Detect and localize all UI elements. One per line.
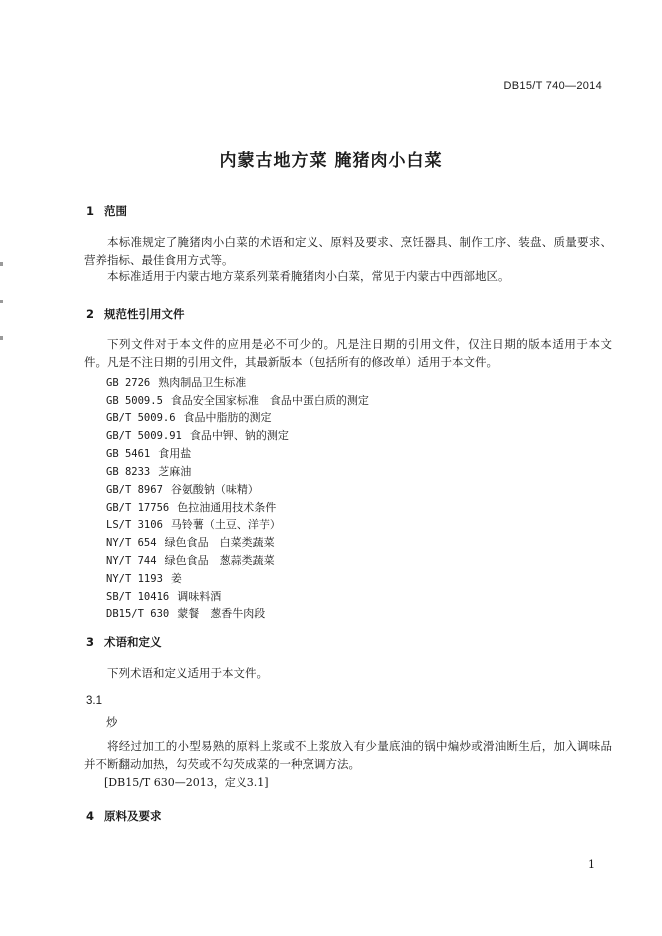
subsection-number: 3.1 — [86, 695, 102, 707]
reference-item — [106, 481, 259, 497]
reference-title: 色拉油通用技术条件 — [177, 501, 277, 514]
reference-code: GB 2726 — [106, 377, 151, 389]
paragraph: 本标准适用于内蒙古地方菜系列菜肴腌猪肉小白菜，常见于内蒙古中西部地区。 — [107, 269, 510, 283]
reference-title: 芝麻油 — [158, 465, 192, 478]
reference-code: GB/T 17756 — [106, 502, 170, 514]
term-source: [DB15/T 630—2013，定义3.1] — [104, 776, 269, 789]
reference-item — [106, 445, 191, 461]
reference-code: GB/T 5009.91 — [106, 430, 182, 442]
reference-title: 食品中脂肪的测定 — [183, 411, 272, 424]
section-number: 1 — [86, 204, 95, 218]
reference-item — [106, 463, 191, 479]
reference-code: NY/T 654 — [106, 537, 157, 549]
document-title: 内蒙古地方菜 腌猪肉小白菜 — [219, 151, 443, 171]
section-1-heading — [86, 203, 127, 219]
paragraph: 下列文件对于本文件的应用是必不可少的。凡是注日期的引用文件，仅注日期的版本适用于本文件。凡是不注日期的引用文件，其最新版本（包括所有的修改单）适用于本文件。 — [84, 337, 612, 369]
reference-code: GB/T 8967 — [106, 484, 163, 496]
reference-title: 绿色食品 葱蒜类蔬菜 — [164, 554, 275, 567]
reference-code: GB 8233 — [106, 466, 151, 478]
reference-item — [106, 588, 221, 604]
scan-margin-mark — [0, 262, 3, 266]
reference-code: NY/T 1193 — [106, 573, 163, 585]
reference-title: 谷氨酸钠（味精） — [170, 483, 259, 496]
section-title: 规范性引用文件 — [104, 307, 185, 321]
reference-title: 姜 — [170, 572, 182, 585]
term-definition: 将经过加工的小型易熟的原料上浆或不上浆放入有少量底油的锅中煸炒或滑油断生后，加入调味品并不断翻动加热，勾芡或不勾芡成菜的一种烹调方法。 — [84, 739, 612, 771]
section-title: 范围 — [104, 204, 127, 218]
reference-code: DB15/T 630 — [106, 608, 170, 620]
scan-margin-mark — [0, 336, 3, 340]
standard-code: DB15/T 740—2014 — [503, 80, 602, 92]
reference-title: 食品中钾、钠的测定 — [189, 429, 289, 442]
reference-code: NY/T 744 — [106, 555, 157, 567]
paragraph: 下列术语和定义适用于本文件。 — [107, 666, 268, 680]
section-title: 原料及要求 — [104, 809, 162, 823]
reference-title: 食品安全国家标准 食品中蛋白质的测定 — [170, 394, 369, 407]
reference-item — [106, 552, 275, 568]
reference-code: GB 5461 — [106, 448, 151, 460]
section-3-heading — [86, 634, 162, 650]
reference-title: 调味料酒 — [177, 590, 222, 603]
section-title: 术语和定义 — [104, 635, 162, 649]
reference-item — [106, 374, 246, 390]
reference-item — [106, 409, 272, 425]
reference-item — [106, 427, 289, 443]
section-number: 4 — [86, 809, 95, 823]
scan-margin-mark — [0, 300, 3, 303]
reference-item — [106, 516, 281, 532]
section-2-heading — [86, 306, 185, 322]
page-number: 1 — [588, 858, 595, 871]
reference-code: SB/T 10416 — [106, 591, 170, 603]
reference-title: 马铃薯（土豆、洋芋） — [170, 518, 281, 531]
reference-title: 食用盐 — [158, 447, 192, 460]
reference-item — [106, 392, 369, 408]
reference-item — [106, 605, 265, 621]
reference-item — [106, 570, 182, 586]
section-number: 3 — [86, 635, 95, 649]
reference-item — [106, 499, 276, 515]
reference-title: 熟肉制品卫生标准 — [158, 376, 247, 389]
reference-code: LS/T 3106 — [106, 519, 163, 531]
reference-title: 蒙餐 葱香牛肉段 — [177, 607, 266, 620]
section-number: 2 — [86, 307, 95, 321]
reference-code: GB 5009.5 — [106, 395, 163, 407]
reference-item — [106, 534, 275, 550]
reference-title: 绿色食品 白菜类蔬菜 — [164, 536, 275, 549]
section-4-heading — [86, 808, 162, 824]
paragraph: 本标准规定了腌猪肉小白菜的术语和定义、原料及要求、烹饪器具、制作工序、装盘、质量要求、营养指标、最佳食用方式等。 — [84, 235, 612, 267]
reference-code: GB/T 5009.6 — [106, 412, 176, 424]
term-name: 炒 — [106, 715, 118, 729]
